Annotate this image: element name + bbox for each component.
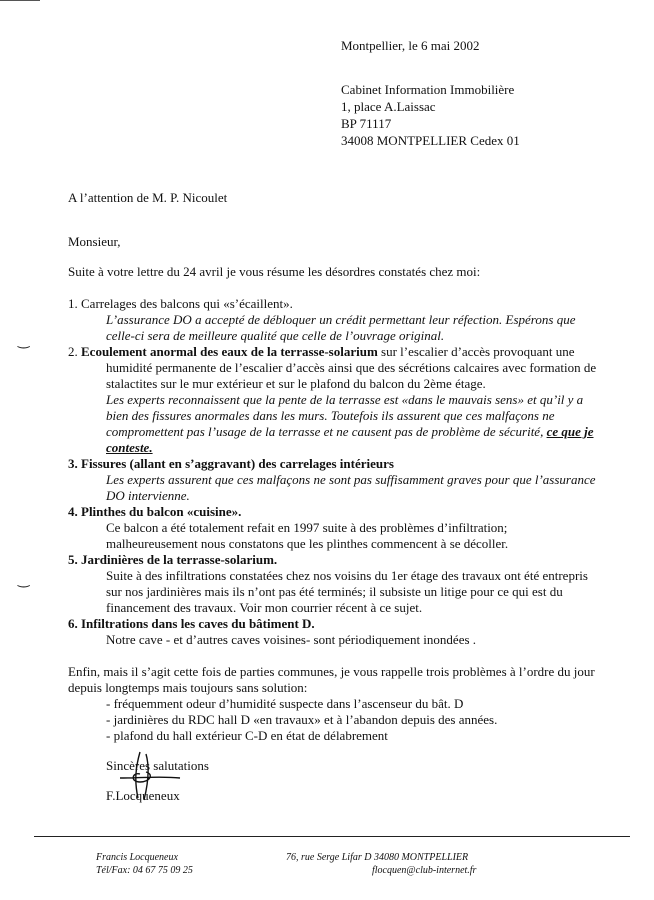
bullet-item: - fréquemment odeur d’humidité suspecte dans l’ascenseur du bât. D bbox=[106, 696, 464, 711]
item-text-line bbox=[106, 424, 594, 440]
item-text: humidité permanente de l’escalier d’accès ainsi que des sécrétions calcaires avec formation de bbox=[106, 360, 597, 375]
attention-line: A l’attention de M. P. Nicoulet bbox=[68, 190, 228, 205]
footer-address: 76, rue Serge Lifar D 34080 MONTPELLIER bbox=[286, 852, 469, 863]
item-text: Ce balcon a été totalement refait en 1997 suite à des problèmes d’infiltration; bbox=[106, 520, 508, 535]
signature-name: F.Locqueneux bbox=[106, 788, 180, 803]
margin-check-mark: ‿ bbox=[18, 333, 30, 349]
recipient-line: BP 71117 bbox=[341, 116, 392, 131]
item-number: 2. bbox=[68, 344, 81, 359]
item-title-line bbox=[68, 344, 575, 360]
closing-paragraph: Enfin, mais il s’agit cette fois de parties communes, je vous rappelle trois problèmes à l’ordre du jour bbox=[68, 664, 595, 679]
scan-top-line bbox=[0, 0, 40, 1]
footer-name: Francis Locqueneux bbox=[96, 852, 178, 863]
item-text: financement des travaux. Voir mon courrier récent à ce sujet. bbox=[106, 600, 423, 615]
item-title: 4. Plinthes du balcon «cuisine». bbox=[68, 504, 242, 519]
item-text: Les experts reconnaissent que la pente de la terrasse est «dans le mauvais sens» et qu’il y a bbox=[106, 392, 584, 407]
footer-phone: Tél/Fax: 04 67 75 09 25 bbox=[96, 865, 193, 876]
item-text: sur nos jardinières mais ils n’ont pas été terminés; il subsiste un litige pour ce qui est du bbox=[106, 584, 563, 599]
item-text: malheureusement nous constatons que les plinthes commencent à se décoller. bbox=[106, 536, 509, 551]
item-text: compromettent pas l’usage de la terrasse et ne causent pas de problème de sécurité, bbox=[106, 424, 547, 439]
item-text: Suite à des infiltrations constatées chez nos voisins du 1er étage des travaux ont été entrepris bbox=[106, 568, 588, 583]
signoff: Sincères salutations bbox=[106, 758, 209, 773]
recipient-line: 34008 MONTPELLIER Cedex 01 bbox=[341, 133, 520, 148]
item-title: 3. Fissures (allant en s’aggravant) des carrelages intérieurs bbox=[68, 456, 394, 471]
bullet-item: - jardinières du RDC hall D «en travaux» et à l’abandon depuis des années. bbox=[106, 712, 498, 727]
item-title: Ecoulement anormal des eaux de la terrasse-solarium bbox=[81, 344, 378, 359]
margin-check-mark: ‿ bbox=[18, 572, 30, 588]
salutation: Monsieur, bbox=[68, 234, 121, 249]
recipient-line: 1, place A.Laissac bbox=[341, 99, 436, 114]
item-title: 1. Carrelages des balcons qui «s’écaillent». bbox=[68, 296, 293, 311]
bullet-item: - plafond du hall extérieur C-D en état de délabrement bbox=[106, 728, 388, 743]
item-text: Les experts assurent que ces malfaçons ne sont pas suffisamment graves pour que l’assurance bbox=[106, 472, 596, 487]
item-title: 6. Infiltrations dans les caves du bâtiment D. bbox=[68, 616, 315, 631]
item-emphasis: ce que je bbox=[546, 424, 594, 439]
item-text: celle-ci sera de meilleure qualité que celle de l’ouvrage original. bbox=[106, 328, 445, 343]
footer-divider bbox=[34, 836, 630, 837]
intro-paragraph: Suite à votre lettre du 24 avril je vous résume les désordres constatés chez moi: bbox=[68, 264, 481, 279]
footer-email: flocquen@club-internet.fr bbox=[372, 865, 477, 876]
date-line: Montpellier, le 6 mai 2002 bbox=[341, 38, 480, 53]
item-text: bien des fissures anormales dans les murs. Toutefois ils assurent que ces malfaçons ne bbox=[106, 408, 555, 423]
item-text: L’assurance DO a accepté de débloquer un crédit permettant leur réfection. Espérons que bbox=[106, 312, 576, 327]
recipient-line: Cabinet Information Immobilière bbox=[341, 82, 515, 97]
item-text: Notre cave - et d’autres caves voisines- sont périodiquement inondées . bbox=[106, 632, 477, 647]
item-text: DO intervienne. bbox=[106, 488, 190, 503]
item-emphasis: conteste. bbox=[106, 440, 153, 455]
item-title: 5. Jardinières de la terrasse-solarium. bbox=[68, 552, 278, 567]
item-title-rest: sur l’escalier d’accès provoquant une bbox=[377, 344, 575, 359]
closing-paragraph: depuis longtemps mais toujours sans solution: bbox=[68, 680, 308, 695]
item-text: stalactites sur le mur extérieur et sur le plafond du balcon du 2ème étage. bbox=[106, 376, 486, 391]
